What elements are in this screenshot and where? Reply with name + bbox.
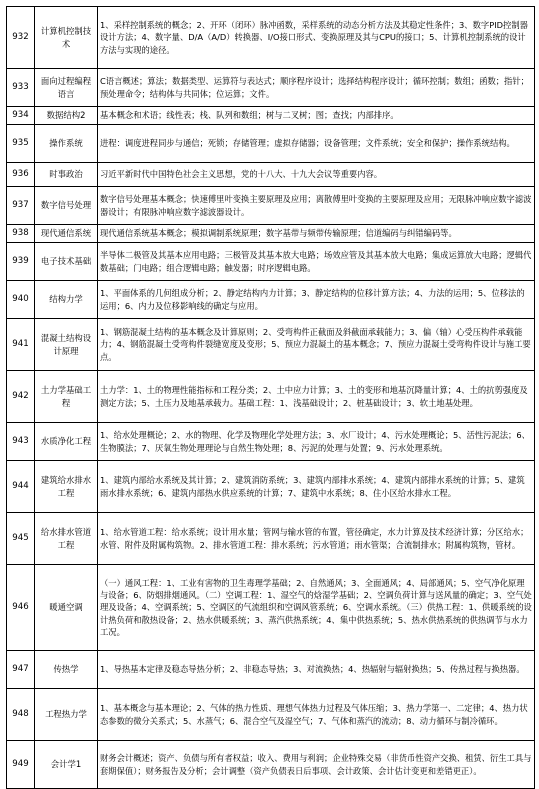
course-content: 财务会计概述；资产、负债与所有者权益；收入、费用与利润；企业特殊交易（非货币性资产交换、租赁、衍生工具与套期保值）；财务报告及分析；会计调整（资产负债表日后事项、会计政策、会计估计变更和差错更正）。 (98, 741, 535, 789)
course-name: 数字信号处理 (35, 187, 98, 225)
course-name: 工程热力学 (35, 689, 98, 741)
table-row (7, 7, 535, 69)
course-code: 943 (7, 423, 35, 461)
table-row (7, 565, 535, 651)
course-code: 937 (7, 187, 35, 225)
course-code: 932 (7, 7, 35, 69)
course-content: 1、钢筋混凝土结构的基本概念及计算原则；2、受弯构件正截面及斜截面承载能力；3、偏（轴）心受压构件承载能力；4、钢筋混凝土受弯构件裂缝宽度及变形；5、预应力混凝土的基本概念；7、预应力混凝土受弯构件设计与施工要点。 (98, 319, 535, 371)
course-code: 940 (7, 281, 35, 319)
course-name: 计算机控制技术 (35, 7, 98, 69)
course-syllabus-table (6, 6, 535, 789)
course-code: 934 (7, 107, 35, 125)
course-content: 1、平面体系的几何组成分析；2、静定结构内力计算；3、静定结构的位移计算方法；4、力法的运用；5、位移法的运用；6、内力及位移影响线的确定与应用。 (98, 281, 535, 319)
table-row (7, 461, 535, 513)
course-content: C语言概述；算法；数据类型、运算符与表达式；顺序程序设计；选择结构程序设计；循环控制；数组；函数；指针；预处理命令；结构体与共同体；位运算；文件。 (98, 69, 535, 107)
table-row (7, 187, 535, 225)
course-name: 电子技术基础 (35, 243, 98, 281)
course-content: 1、给水处理概论；2、水的物理、化学及物理化学处理方法；3、水厂设计；4、污水处理概论；5、活性污泥法；6、生物膜法；7、厌氧生物处理理论与自然生物处理；8、污泥的处理与处置；9、污水处理系统。 (98, 423, 535, 461)
course-content: 1、基本概念与基本理论；2、气体的热力性质、理想气体热力过程及气体压缩；3、热力学第一、二定律；4、热力状态参数的微分关系式；5、水蒸气；6、混合空气及湿空气；7、气体和蒸汽的流动；8、动力循环与制冷循环。 (98, 689, 535, 741)
course-code: 933 (7, 69, 35, 107)
table-row (7, 163, 535, 187)
course-content: 进程：调度进程同步与通信；死锁；存储管理；虚拟存储器；设备管理；文件系统；安全和保护；操作系统结构。 (98, 125, 535, 163)
table-row (7, 281, 535, 319)
course-code: 936 (7, 163, 35, 187)
table-row (7, 243, 535, 281)
course-name: 水质净化工程 (35, 423, 98, 461)
course-code: 947 (7, 651, 35, 689)
table-row (7, 225, 535, 243)
course-name: 传热学 (35, 651, 98, 689)
course-code: 946 (7, 565, 35, 651)
course-code: 948 (7, 689, 35, 741)
course-content: 土力学：1、土的物理性能指标和工程分类；2、土中应力计算；3、土的变形和地基沉降量计算；4、土的抗剪强度及测定方法；5、土压力及地基承载力。基础工程：1、浅基础设计；2、桩基础设计；3、软土地基处理。 (98, 371, 535, 423)
table-row (7, 423, 535, 461)
course-code: 941 (7, 319, 35, 371)
course-name: 操作系统 (35, 125, 98, 163)
table-row (7, 125, 535, 163)
course-name: 时事政治 (35, 163, 98, 187)
course-name: 土力学基础工程 (35, 371, 98, 423)
table-row (7, 513, 535, 565)
table-row (7, 319, 535, 371)
course-name: 建筑给水排水工程 (35, 461, 98, 513)
course-name: 混凝土结构设计原理 (35, 319, 98, 371)
course-code: 938 (7, 225, 35, 243)
course-name: 暖通空调 (35, 565, 98, 651)
course-content: 半导体二极管及其基本应用电路；三极管及其基本放大电路；场效应管及其基本放大电路；集成运算放大电路；逻辑代数基础；门电路；组合逻辑电路；触发器；时序逻辑电路。 (98, 243, 535, 281)
course-name: 现代通信系统 (35, 225, 98, 243)
table-row (7, 371, 535, 423)
course-code: 935 (7, 125, 35, 163)
course-content: （一）通风工程：1、工业有害物的卫生毒理学基础；2、自然通风；3、全面通风；4、局部通风；5、空气净化原理与设备；6、防烟排烟通风。（二）空调工程：1、湿空气的焓湿学基础；2、空调负荷计算与送风量的确定；3、空气处理及设备；4、空调系统；5、空调区的气流组织和空调风管系统；6、空调水系统。（三）供热工程：1、供暖系统的设计热负荷和散热设备；2、热水供暖系统；3、蒸汽供热系统；4、集中供热系统；5、热水供热系统的供热调节与水力工况。 (98, 565, 535, 651)
course-content: 现代通信系统基本概念；模拟调制系统原理；数字基带与频带传输原理；信道编码与纠错编码等。 (98, 225, 535, 243)
table-row (7, 689, 535, 741)
table-row (7, 107, 535, 125)
course-content: 1、采样控制系统的概念；2、开环（闭环）脉冲函数，采样系统的动态分析方法及其稳定性条件；3、数字PID控制器设计方法；4、数字量、D/A（A/D）转换器、I/O接口形式、变换原理及其与CPU的接口；5、计算机控制系统的设计方法与实现的途径。 (98, 7, 535, 69)
course-code: 944 (7, 461, 35, 513)
course-content: 基本概念和术语；线性表；栈、队列和数组；树与二叉树；图；查找；内部排序。 (98, 107, 535, 125)
table-row (7, 741, 535, 789)
course-code: 945 (7, 513, 35, 565)
course-name: 面向过程编程语言 (35, 69, 98, 107)
course-code: 942 (7, 371, 35, 423)
course-name: 会计学1 (35, 741, 98, 789)
course-name: 给水排水管道工程 (35, 513, 98, 565)
course-content: 习近平新时代中国特色社会主义思想，党的十八大、十九大会议等重要内容。 (98, 163, 535, 187)
course-name: 结构力学 (35, 281, 98, 319)
course-content: 1、导热基本定律及稳态导热分析；2、非稳态导热；3、对流换热；4、热辐射与辐射换热；5、传热过程与换热器。 (98, 651, 535, 689)
course-content: 1、给水管道工程：给水系统；设计用水量；管网与输水管的布置，管径确定，水力计算及技术经济计算；分区给水；水管、附件及附属构筑物。2、排水管道工程：排水系统；污水管道；雨水管渠；合流制排水；附属构筑物，管材。 (98, 513, 535, 565)
table-row (7, 651, 535, 689)
course-content: 数字信号处理基本概念；快速傅里叶变换主要原理及应用；离散傅里叶变换的主要原理及应用；无限脉冲响应数字滤波器设计；有限脉冲响应数字滤波器设计。 (98, 187, 535, 225)
course-content: 1、建筑内部给水系统及其计算；2、建筑消防系统；3、建筑内部排水系统；4、建筑内部排水系统的计算；5、建筑雨水排水系统；6、建筑内部热水供应系统的计算；7、建筑中水系统；8、住小区给水排水工程。 (98, 461, 535, 513)
course-code: 939 (7, 243, 35, 281)
table-row (7, 69, 535, 107)
course-code: 949 (7, 741, 35, 789)
course-name: 数据结构2 (35, 107, 98, 125)
